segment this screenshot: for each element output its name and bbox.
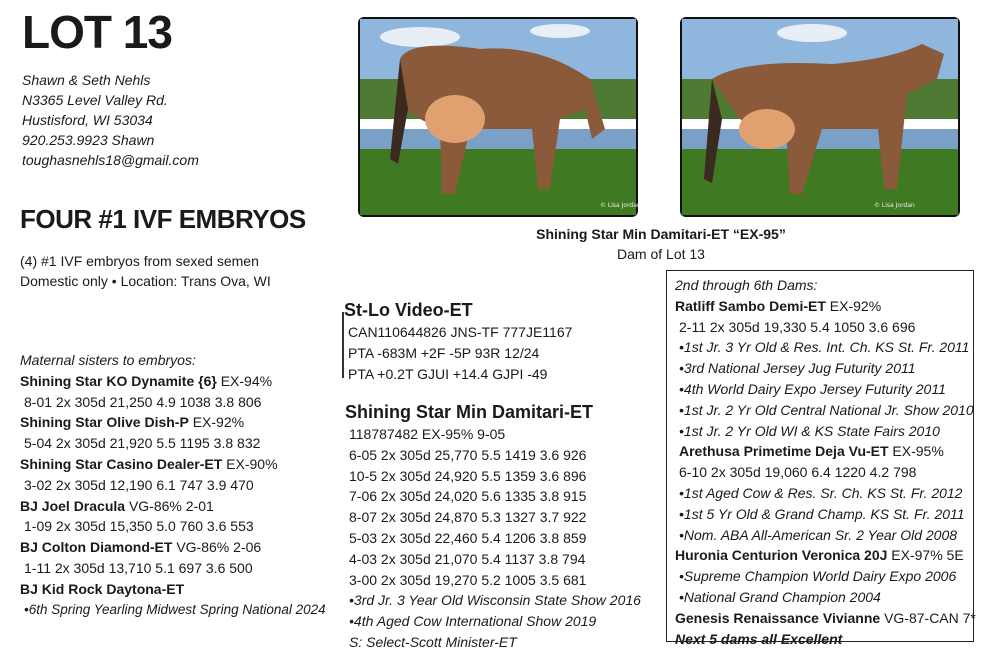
contact-line: Hustisford, WI 53034 [22, 112, 153, 128]
show-note: •Supreme Champion World Dairy Expo 2006 [679, 568, 957, 585]
lactation-record: 3-02 2x 305d 12,190 6.1 747 3.9 470 [24, 476, 254, 493]
show-note: •1st Jr. 2 Yr Old WI & KS State Fairs 2010 [679, 422, 940, 439]
dam-block [345, 400, 641, 653]
lactation-record: 8-07 2x 305d 24,870 5.3 1327 3.7 922 [349, 509, 587, 526]
dam-entry-name: Huronia Centurion Veronica 20J EX-97% 5E [675, 547, 964, 564]
sire-line: PTA -683M +2F -5P 93R 12/24 [348, 344, 540, 361]
lactation-record: 2-11 2x 305d 19,330 5.4 1050 3.6 696 [679, 318, 916, 335]
sire-block [344, 298, 572, 384]
sire-line: CAN110644826 JNS-TF 777JE1167 [348, 324, 573, 340]
show-note: •Nom. ABA All-American Sr. 2 Year Old 2008 [679, 526, 958, 543]
lot-title: LOT 13 [22, 6, 172, 58]
photo-caption [500, 224, 822, 264]
section-heading: 2nd through 6th Dams: [675, 277, 818, 293]
dam-id-line: 118787482 EX-95% 9-05 [349, 426, 506, 442]
lactation-record: 7-06 2x 305d 24,020 5.6 1335 3.8 915 [349, 488, 587, 505]
sister-name: Shining Star KO Dynamite {6} EX-94% [20, 372, 273, 389]
photo-credit: © Lisa Jordan [874, 202, 915, 209]
contact-line: Shawn & Seth Nehls [22, 72, 151, 88]
section-heading: Maternal sisters to embryos: [20, 352, 196, 368]
cow-photo-left [358, 17, 641, 217]
contact-line: N3365 Level Valley Rd. [22, 92, 168, 108]
offering-description [20, 251, 271, 291]
photo-credit: © Lisa Jordan [600, 202, 641, 209]
sister-name: Shining Star Casino Dealer-ET EX-90% [20, 455, 278, 472]
lactation-record: 1-11 2x 305d 13,710 5.1 697 3.6 500 [24, 559, 253, 576]
show-note: •4th World Dairy Expo Jersey Futurity 2011 [679, 380, 946, 397]
show-note: •6th Spring Yearling Midwest Spring National 2024 [24, 601, 326, 617]
show-note: •4th Aged Cow International Show 2019 [349, 613, 597, 630]
caption-name: Shining Star Min Damitari-ET “EX-95” [536, 226, 786, 242]
show-note: •1st Jr. 3 Yr Old & Res. Int. Ch. KS St. Fr. 2011 [679, 339, 970, 356]
show-note: •1st Aged Cow & Res. Sr. Ch. KS St. Fr. 2012 [679, 484, 963, 501]
caption-sub: Dam of Lot 13 [617, 246, 705, 262]
sire-name: St-Lo Video-ET [344, 300, 473, 320]
contact-email: toughasnehls18@gmail.com [22, 152, 199, 168]
lactation-record: 6-10 2x 305d 19,060 6.4 1220 4.2 798 [679, 464, 917, 481]
lactation-record: 3-00 2x 305d 19,270 5.2 1005 3.5 681 [349, 571, 587, 588]
sire-of-dam: S: Select-Scott Minister-ET [349, 633, 517, 650]
lactation-record: 5-03 2x 305d 22,460 5.4 1206 3.8 859 [349, 529, 587, 546]
sister-name: Shining Star Olive Dish-P EX-92% [20, 414, 245, 431]
offering-line: Domestic only • Location: Trans Ova, WI [20, 273, 271, 289]
show-note: •1st 5 Yr Old & Grand Champ. KS St. Fr. 2011 [679, 505, 965, 522]
lactation-record: 10-5 2x 305d 24,920 5.5 1359 3.6 896 [349, 467, 587, 484]
show-note: •3rd Jr. 3 Year Old Wisconsin State Show 2016 [349, 592, 641, 609]
dams-box [666, 270, 976, 647]
show-note: •1st Jr. 2 Yr Old Central National Jr. Show 2010 [679, 401, 974, 418]
lactation-record: 4-03 2x 305d 21,070 5.4 1137 3.8 794 [349, 550, 586, 567]
dam-name: Shining Star Min Damitari-ET [345, 402, 594, 422]
offering-title: FOUR #1 IVF EMBRYOS [20, 204, 306, 234]
show-note: •National Grand Champion 2004 [679, 588, 881, 605]
show-note: •3rd National Jersey Jug Futurity 2011 [679, 360, 916, 377]
dams-footer: Next 5 dams all Excellent [675, 630, 843, 647]
dam-entry-name: Ratliff Sambo Demi-ET EX-92% [675, 297, 882, 314]
cow-photo-right [680, 17, 960, 217]
dam-entry-name: Arethusa Primetime Deja Vu-ET EX-95% [679, 443, 944, 460]
sister-name: BJ Colton Diamond-ET VG-86% 2-06 [20, 539, 262, 556]
sister-name: BJ Joel Dracula VG-86% 2-01 [20, 497, 214, 514]
sister-name: BJ Kid Rock Daytona-ET [20, 580, 185, 597]
lactation-record: 8-01 2x 305d 21,250 4.9 1038 3.8 806 [24, 393, 262, 410]
contact-line: 920.253.9923 Shawn [22, 132, 155, 148]
consignor-contact [22, 70, 199, 170]
offering-line: (4) #1 IVF embryos from sexed semen [20, 253, 259, 269]
maternal-sisters [20, 350, 326, 620]
lactation-record: 6-05 2x 305d 25,770 5.5 1419 3.6 926 [349, 446, 587, 463]
lactation-record: 1-09 2x 305d 15,350 5.0 760 3.6 553 [24, 518, 254, 535]
sire-line: PTA +0.2T GJUI +14.4 GJPI -49 [348, 365, 548, 382]
lactation-record: 5-04 2x 305d 21,920 5.5 1195 3.8 832 [24, 435, 261, 452]
dam-entry-name: Genesis Renaissance Vivianne VG-87-CAN 7* [675, 609, 976, 626]
